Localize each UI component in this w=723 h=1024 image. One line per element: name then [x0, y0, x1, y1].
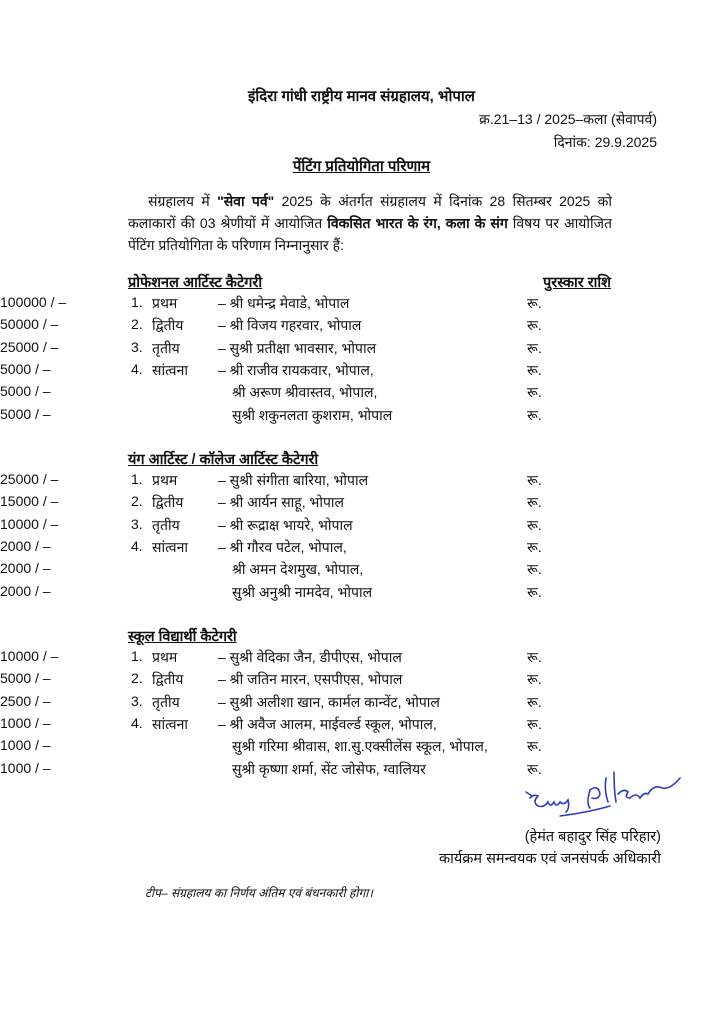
rank-number: 1.: [131, 471, 143, 487]
currency-label: रू.: [527, 295, 542, 311]
rank-label: सांत्वना: [152, 715, 188, 732]
winner-name: – श्री राजीव रायकवार, भोपाल,: [218, 361, 374, 378]
prize-amount: 25000 / –: [0, 471, 59, 487]
result-row: [0, 583, 723, 603]
document-title: [0, 156, 723, 176]
winner-name: – श्री रूद्राक्ष भायरे, भोपाल: [218, 516, 353, 533]
result-row: [0, 294, 723, 314]
currency-label: रू.: [527, 561, 542, 578]
section-heading: यंग आर्टिस्ट / कॉलेज आर्टिस्ट कैटेगरी: [128, 452, 319, 468]
winner-name: सुश्री कृष्णा शर्मा, सेंट जोसेफ, ग्वालियर: [232, 760, 426, 777]
currency-label: रू.: [527, 538, 542, 555]
organization-name: इंदिरा गांधी राष्ट्रीय मानव संग्रहालय, भोपाल: [248, 88, 475, 105]
prize-amount: 5000 / –: [0, 383, 51, 400]
theme-name: विकसित भारत के रंग, कला के संग: [327, 215, 508, 231]
rank-label: प्रथम: [152, 472, 178, 488]
winner-name: – सुश्री अलीशा खान, कार्मल कान्वेंट, भोपाल: [218, 693, 440, 710]
handwritten-signature-icon: [520, 768, 690, 824]
currency-label: रू.: [527, 671, 542, 688]
winner-name: – श्री धमेन्द्र मेवाडे, भोपाल: [218, 295, 350, 311]
result-row: [0, 361, 723, 381]
winner-name: – श्री गौरव पटेल, भोपाल,: [218, 538, 347, 555]
result-row: [0, 670, 723, 690]
rank-number: 1.: [131, 294, 143, 310]
winner-name: श्री अमन देशमुख, भोपाल,: [232, 561, 364, 578]
rank-label: द्वितीय: [152, 317, 184, 334]
prize-amount: 1000 / –: [0, 714, 51, 731]
signature: [520, 768, 690, 827]
prize-amount: 2000 / –: [0, 537, 51, 554]
winner-name: – सुश्री संगीता बारिया, भोपाल: [218, 472, 369, 488]
result-row: [0, 715, 723, 735]
currency-label: रू.: [527, 516, 542, 533]
result-row: [0, 339, 723, 359]
result-row: [0, 406, 723, 426]
result-row: [0, 493, 723, 513]
currency-label: रू.: [527, 693, 542, 710]
rank-number: 4.: [131, 537, 143, 554]
rank-label: तृतीय: [152, 339, 180, 356]
rank-number: 2.: [131, 670, 143, 687]
result-row: [0, 316, 723, 336]
winner-name: सुश्री शकुनलता कुशराम, भोपाल: [232, 406, 393, 423]
signer-name: (हेमंत बहादुर सिंह परिहार): [524, 829, 661, 845]
winner-name: सुश्री गरिमा श्रीवास, शा.सु.एक्सीलेंस स्कूल, भोपाल,: [232, 738, 488, 755]
prize-amount: 15000 / –: [0, 493, 59, 510]
currency-label: रू.: [527, 760, 542, 777]
prize-amount: 5000 / –: [0, 360, 51, 377]
currency-label: रू.: [527, 406, 542, 423]
rank-label: सांत्वना: [152, 538, 188, 555]
winner-name: – श्री विजय गहरवार, भोपाल: [218, 317, 362, 334]
rank-label: प्रथम: [152, 295, 178, 311]
result-row: [0, 737, 723, 757]
winner-name: सुश्री अनुश्री नामदेव, भोपाल: [232, 583, 373, 600]
intro-text-2: 2025 के अंतर्गत संग्रहालय में दिनांक 28 सितम्बर 2025 को कलाकारों की 03 श्रेणीयों में आयोजित: [128, 193, 612, 231]
prize-amount: 2500 / –: [0, 692, 51, 709]
prize-amount: 5000 / –: [0, 670, 51, 687]
rank-label: द्वितीय: [152, 671, 184, 688]
prize-amount: 1000 / –: [0, 737, 51, 754]
intro-text-3: विषय पर आयोजित पेंटिंग प्रतियोगिता के परिणाम निम्नानुसार हैं:: [128, 215, 612, 253]
amount-column-header: पुरस्कार राशि: [543, 275, 611, 291]
intro-paragraph: [128, 190, 612, 256]
winner-name: – श्री अवैज आलम, माईवर्ल्ड स्कूल, भोपाल,: [218, 715, 437, 732]
section-heading: स्कूल विद्यार्थी कैटेगरी: [128, 629, 237, 645]
prize-amount: 5000 / –: [0, 405, 51, 422]
result-row: [0, 383, 723, 403]
signer-designation: कार्यक्रम समन्वयक एवं जनसंपर्क अधिकारी: [438, 851, 661, 867]
prize-amount: 25000 / –: [0, 338, 59, 355]
event-name: "सेवा पर्व": [217, 193, 275, 209]
intro-text-1: संग्रहालय में: [148, 193, 218, 209]
result-row: [0, 560, 723, 580]
rank-label: प्रथम: [152, 649, 178, 665]
rank-number: 2.: [131, 316, 143, 333]
result-row: [0, 693, 723, 713]
currency-label: रू.: [527, 649, 542, 665]
document-date: दिनांक: 29.9.2025: [553, 134, 657, 150]
title-text: पेंटिंग प्रतियोगिता परिणाम: [292, 158, 431, 175]
prize-amount: 1000 / –: [0, 759, 51, 776]
rank-label: तृतीय: [152, 516, 180, 533]
currency-label: रू.: [527, 384, 542, 401]
prize-amount: 50000 / –: [0, 316, 59, 333]
prize-amount: 10000 / –: [0, 515, 59, 532]
currency-label: रू.: [527, 339, 542, 356]
rank-number: 4.: [131, 714, 143, 731]
winner-name: – सुश्री वेदिका जैन, डीपीएस, भोपाल: [218, 649, 402, 665]
result-row: [0, 538, 723, 558]
winner-name: – श्री जतिन मारन, एसपीएस, भोपाल: [218, 671, 403, 688]
currency-label: रू.: [527, 317, 542, 334]
prize-amount: 2000 / –: [0, 560, 51, 577]
currency-label: रू.: [527, 583, 542, 600]
rank-label: द्वितीय: [152, 494, 184, 511]
reference-number: क्र.21–13 / 2025–कला (सेवापर्व): [479, 111, 657, 127]
result-row: [0, 648, 723, 668]
rank-number: 3.: [131, 338, 143, 355]
rank-number: 4.: [131, 360, 143, 377]
currency-label: रू.: [527, 472, 542, 488]
result-row: [0, 471, 723, 491]
rank-label: सांत्वना: [152, 361, 188, 378]
rank-label: तृतीय: [152, 693, 180, 710]
winner-name: श्री अरूण श्रीवास्तव, भोपाल,: [232, 384, 378, 401]
rank-number: 1.: [131, 648, 143, 664]
rank-number: 3.: [131, 515, 143, 532]
currency-label: रू.: [527, 361, 542, 378]
result-row: [0, 516, 723, 536]
currency-label: रू.: [527, 738, 542, 755]
footnote: टीप– संग्रहालय का निर्णय अंतिम एवं बंधनकारी होगा।: [145, 886, 373, 900]
section-heading: प्रोफेशनल आर्टिस्ट कैटेगरी: [128, 275, 263, 291]
rank-number: 3.: [131, 692, 143, 709]
rank-number: 2.: [131, 493, 143, 510]
winner-name: – सुश्री प्रतीक्षा भावसार, भोपाल: [218, 339, 377, 356]
currency-label: रू.: [527, 494, 542, 511]
prize-amount: 100000 / –: [0, 294, 67, 310]
winner-name: – श्री आर्यन साहू, भोपाल: [218, 494, 345, 511]
currency-label: रू.: [527, 715, 542, 732]
prize-amount: 10000 / –: [0, 648, 59, 664]
prize-amount: 2000 / –: [0, 582, 51, 599]
